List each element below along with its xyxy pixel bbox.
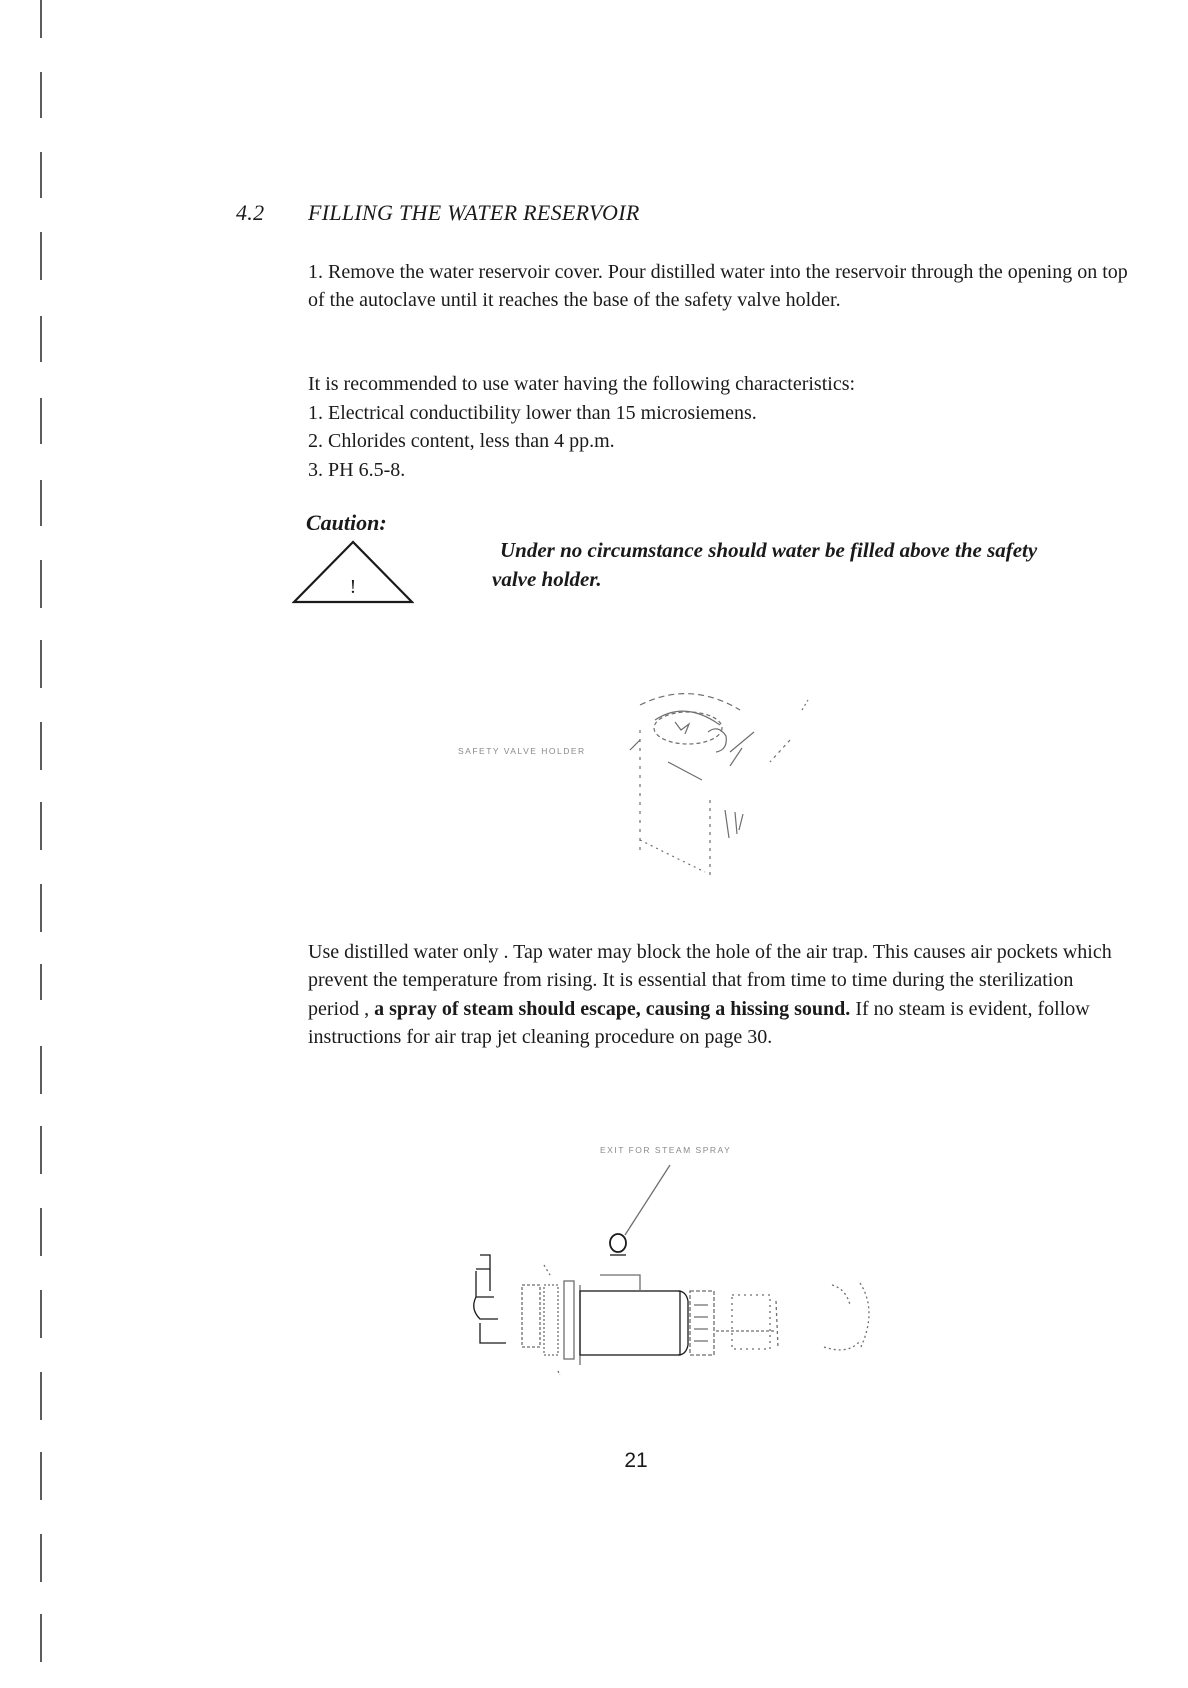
recommendation-item: 2. Chlorides content, less than 4 pp.m. (308, 430, 615, 452)
binding-marks (38, 0, 44, 1688)
warning-symbol: ! (349, 576, 357, 598)
safety-valve-figure (440, 650, 860, 890)
warning-triangle-icon (292, 540, 414, 604)
intro-paragraph: 1. Remove the water reservoir cover. Pour distilled water into the reservoir through the opening on top of the autoclave until it reaches the base of the safety valve holder. (308, 261, 1128, 311)
recommendations-lead: It is recommended to use water having the following characteristics: (308, 373, 856, 395)
distilled-text-2: If no steam is evident, follow instructions for air trap jet cleaning procedure on page 30. (308, 997, 1090, 1048)
section-title: FILLING THE WATER RESERVOIR (308, 200, 640, 225)
airtrap-callout-label: EXIT FOR STEAM SPRAY (600, 1145, 732, 1155)
caution-text (492, 536, 1140, 594)
caution-line-1: Under no circumstance should water be filled above the safety (500, 538, 1038, 562)
caution-label: Caution: (306, 510, 387, 535)
valve-callout-label: SAFETY VALVE HOLDER (458, 746, 586, 756)
recommendation-item: 3. PH 6.5-8. (308, 458, 406, 481)
distilled-water-paragraph (308, 938, 1128, 1051)
section-heading (236, 200, 640, 226)
caution-line-2: valve holder. (492, 567, 602, 591)
distilled-text-bold: a spray of steam should escape, causing a hissing sound. (374, 997, 851, 1020)
water-recommendations (308, 370, 1128, 484)
page-number: 21 (624, 1449, 648, 1472)
section-number: 4.2 (236, 200, 265, 225)
recommendation-item: 1. Electrical conductibility lower than 15 microsiemens. (308, 401, 757, 424)
distilled-text-1: Use distilled water only . Tap water may block the hole of the air trap. This causes air pockets which prevent the temperature from rising. It is essential that from time to time during the sterilization period , (308, 941, 1112, 1020)
air-trap-figure (440, 1135, 910, 1375)
